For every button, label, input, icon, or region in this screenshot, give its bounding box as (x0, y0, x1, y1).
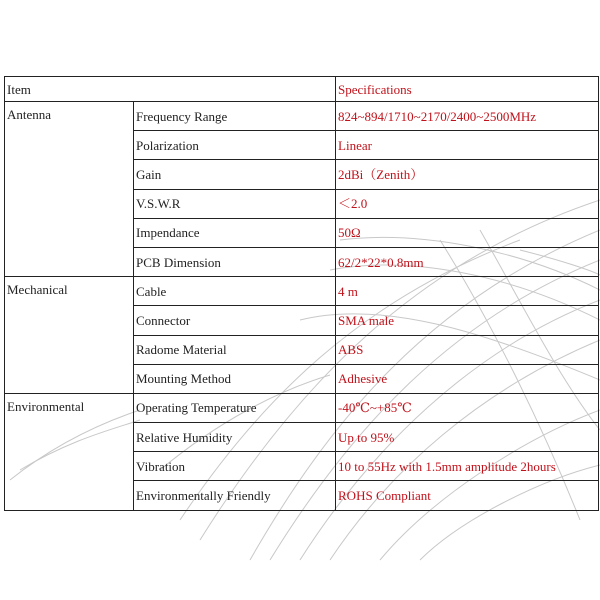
spec-value: 62/2*22*0.8mm (336, 247, 599, 276)
spec-value: ROHS Compliant (336, 481, 599, 510)
spec-label: Impendance (134, 218, 336, 247)
table-row (5, 277, 599, 306)
table-row (5, 393, 599, 422)
spec-value: SMA male (336, 306, 599, 335)
spec-value: 4 m (336, 277, 599, 306)
table-row (5, 102, 599, 131)
header-specifications-cell: Specifications (336, 77, 599, 102)
group-mechanical-cell: Mechanical (5, 277, 134, 394)
table-header-row (5, 77, 599, 102)
spec-label: PCB Dimension (134, 247, 336, 276)
spec-label: V.S.W.R (134, 189, 336, 218)
spec-label: Radome Material (134, 335, 336, 364)
spec-value: 2dBi（Zenith） (336, 160, 599, 189)
spec-label: Gain (134, 160, 336, 189)
spec-label: Vibration (134, 452, 336, 481)
spec-value: ＜2.0 (336, 189, 599, 218)
group-environmental-cell: Environmental (5, 393, 134, 510)
spec-label: Frequency Range (134, 102, 336, 131)
group-antenna-cell: Antenna (5, 102, 134, 277)
spec-label: Operating Temperature (134, 393, 336, 422)
spec-value: 50Ω (336, 218, 599, 247)
specifications-table (4, 76, 599, 511)
spec-value: Up to 95% (336, 423, 599, 452)
spec-label: Connector (134, 306, 336, 335)
spec-label: Polarization (134, 131, 336, 160)
spec-value: 824~894/1710~2170/2400~2500MHz (336, 102, 599, 131)
spec-label: Environmentally Friendly (134, 481, 336, 510)
spec-label: Relative Humidity (134, 423, 336, 452)
spec-label: Cable (134, 277, 336, 306)
header-item-cell: Item (5, 77, 336, 102)
spec-value: Linear (336, 131, 599, 160)
spec-value: 10 to 55Hz with 1.5mm amplitude 2hours (336, 452, 599, 481)
spec-label: Mounting Method (134, 364, 336, 393)
spec-value: ABS (336, 335, 599, 364)
spec-value: Adhesive (336, 364, 599, 393)
spec-value: -40℃~+85℃ (336, 393, 599, 422)
